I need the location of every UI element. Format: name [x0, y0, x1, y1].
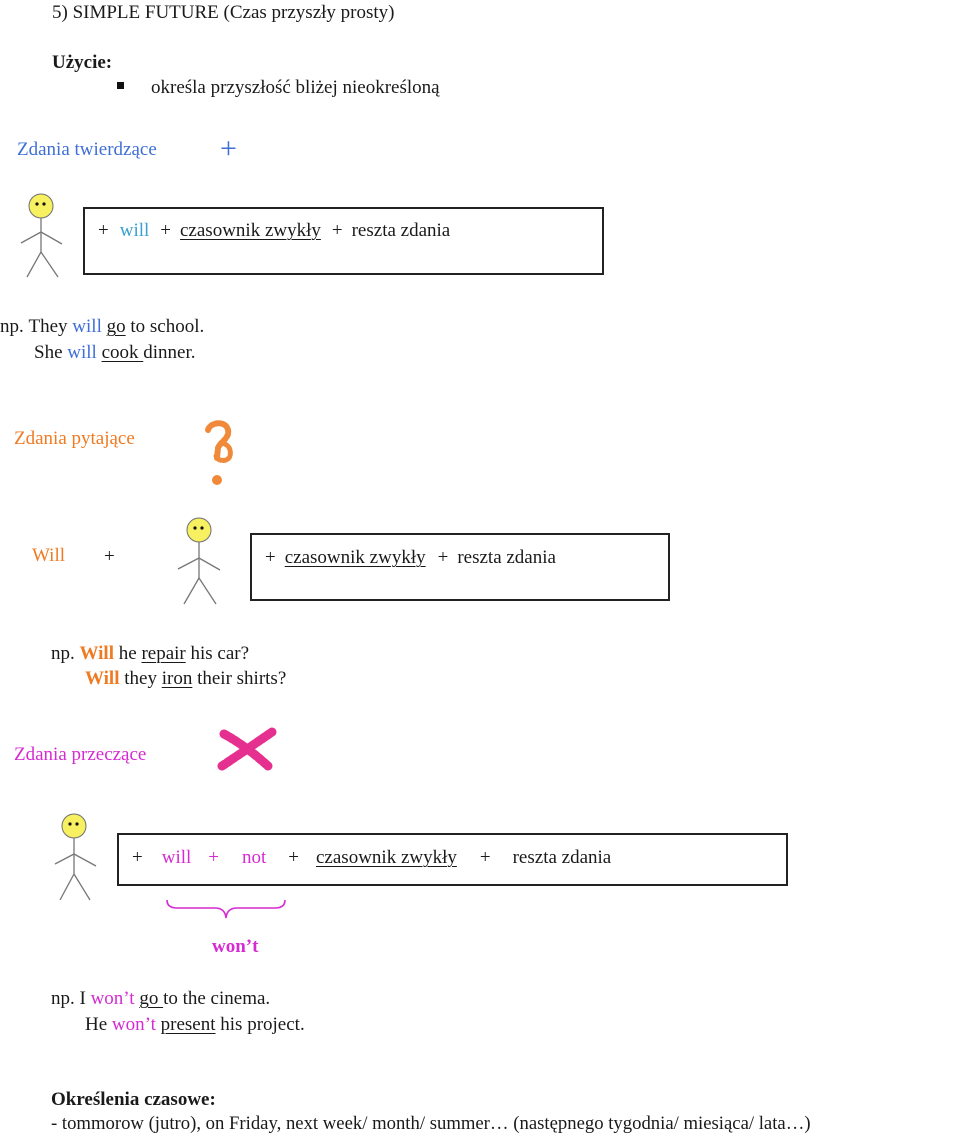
example-verb: present	[160, 1014, 216, 1035]
formula-verb: czasownik zwykły	[180, 220, 321, 241]
formula-will: will	[161, 847, 192, 868]
example-verb: repair	[141, 643, 186, 664]
cross-mark-icon	[218, 726, 276, 772]
negative-formula	[132, 847, 611, 869]
example-aux: won’t	[111, 1014, 156, 1035]
affirmative-example-2	[34, 342, 196, 364]
plus-symbol: +	[265, 547, 276, 568]
formula-verb: czasownik zwykły	[284, 547, 426, 568]
plus-symbol: +	[98, 220, 109, 241]
example-prefix: np.	[0, 316, 24, 337]
plus-symbol: +	[104, 546, 115, 567]
affirmative-example-1	[0, 316, 204, 338]
time-expressions-label: Określenia czasowe:	[51, 1089, 216, 1110]
example-aux: will	[67, 342, 97, 363]
plus-symbol: +	[479, 847, 491, 868]
formula-verb: czasownik zwykły	[316, 847, 457, 868]
interrogative-formula-will: Will	[32, 545, 66, 566]
example-verb: cook	[101, 342, 144, 363]
example-rest: his project.	[220, 1014, 305, 1035]
negative-example-1	[51, 988, 270, 1010]
example-aux: won’t	[90, 988, 135, 1009]
affirmative-plus-sign: +	[220, 132, 237, 165]
page-title: 5) SIMPLE FUTURE (Czas przyszły prosty)	[52, 2, 395, 23]
example-rest: their shirts?	[197, 668, 287, 689]
time-expressions-text: - tommorow (jutro), on Friday, next week/ month/ summer… (następnego tygodnia/ miesiąca/ lata…)	[51, 1113, 811, 1134]
affirmative-heading: Zdania twierdzące	[17, 139, 157, 160]
example-rest: to the cinema.	[163, 988, 271, 1009]
plus-symbol: +	[132, 847, 143, 868]
negative-example-2	[85, 1014, 305, 1036]
question-mark-icon	[200, 420, 240, 490]
plus-symbol: +	[288, 847, 299, 868]
formula-not: not	[242, 847, 267, 868]
interrogative-example-2	[85, 668, 286, 690]
example-rest: to school.	[130, 316, 205, 337]
interrogative-formula	[265, 547, 556, 569]
formula-rest: reszta zdania	[457, 547, 556, 568]
bullet-square-icon	[117, 82, 124, 89]
interrogative-example-1	[51, 643, 249, 665]
example-subject: they	[124, 668, 157, 689]
example-subject: he	[118, 643, 137, 664]
example-rest: dinner.	[143, 342, 196, 363]
negative-contraction: won’t	[212, 936, 259, 957]
formula-rest: reszta zdania	[351, 220, 451, 241]
negative-heading: Zdania przeczące	[14, 744, 147, 765]
affirmative-formula	[98, 220, 450, 242]
example-subject: She	[34, 342, 63, 363]
example-rest: his car?	[190, 643, 250, 664]
formula-rest: reszta zdania	[512, 847, 612, 868]
example-subject: They	[28, 316, 68, 337]
stick-figure-icon	[176, 516, 222, 606]
example-subject: I	[79, 988, 86, 1009]
example-aux: Will	[79, 643, 114, 664]
example-subject: He	[85, 1014, 108, 1035]
usage-label: Użycie:	[52, 52, 113, 73]
plus-symbol: +	[208, 847, 219, 868]
example-aux: will	[72, 316, 102, 337]
example-verb: go	[106, 316, 126, 337]
usage-bullet-text: określa przyszłość bliżej nieokreśloną	[151, 77, 440, 98]
example-aux: Will	[85, 668, 120, 689]
stick-figure-icon	[18, 192, 64, 280]
plus-symbol: +	[437, 547, 449, 568]
example-prefix: np.	[51, 643, 75, 664]
plus-symbol: +	[160, 220, 171, 241]
brace-icon	[165, 898, 287, 924]
example-verb: iron	[161, 668, 193, 689]
stick-figure-icon	[54, 812, 98, 902]
interrogative-heading: Zdania pytające	[14, 428, 135, 449]
example-prefix: np.	[51, 988, 75, 1009]
formula-will: will	[119, 220, 150, 241]
example-verb: go	[139, 988, 164, 1009]
plus-symbol: +	[331, 220, 343, 241]
